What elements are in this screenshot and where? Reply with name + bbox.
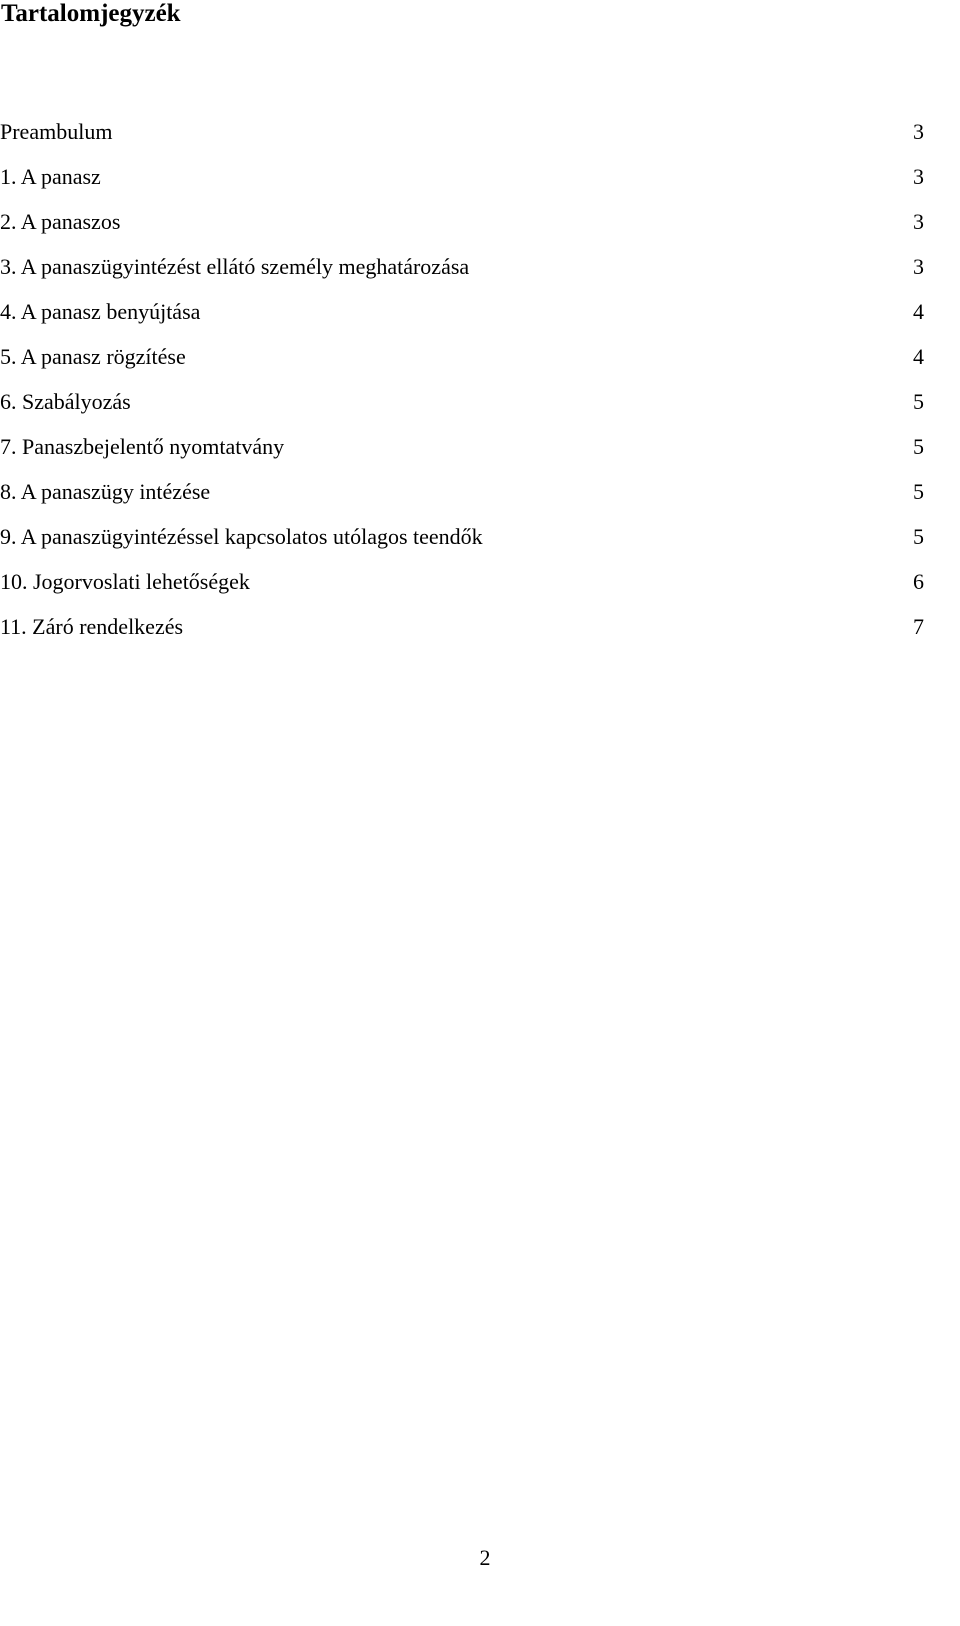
toc-entry-9[interactable] — [0, 523, 924, 568]
toc-entry-page: 5 — [913, 434, 924, 459]
toc-entry-page: 3 — [913, 209, 924, 234]
toc-entry-page: 3 — [913, 119, 924, 144]
toc-entry-page: 3 — [913, 164, 924, 189]
toc-entry-3[interactable] — [0, 253, 924, 298]
toc-entry-page: 5 — [913, 479, 924, 504]
toc-entry-page: 5 — [913, 389, 924, 414]
toc-entry-6[interactable] — [0, 388, 924, 433]
toc-entry-title: 1. A panasz — [0, 164, 101, 189]
toc-entry-title: 11. Záró rendelkezés — [0, 614, 184, 639]
toc-entry-title: 8. A panaszügy intézése — [0, 479, 211, 504]
toc-entry-5[interactable] — [0, 343, 924, 388]
toc-entry-page: 5 — [913, 524, 924, 549]
toc-entry-preambulum[interactable] — [0, 118, 924, 163]
toc-entry-title: 10. Jogorvoslati lehetőségek — [0, 569, 250, 594]
toc-entry-title: 6. Szabályozás — [0, 389, 131, 414]
toc-entry-page: 6 — [913, 569, 924, 594]
toc-entry-title: 3. A panaszügyintézést ellátó személy meghatározása — [0, 254, 470, 279]
toc-entry-4[interactable] — [0, 298, 924, 343]
toc-entry-title: Preambulum — [0, 119, 113, 144]
toc-entry-7[interactable] — [0, 433, 924, 478]
toc-entry-1[interactable] — [0, 163, 924, 208]
toc-entry-2[interactable] — [0, 208, 924, 253]
page-title: Tartalomjegyzék — [1, 0, 181, 27]
toc-entry-title: 5. A panasz rögzítése — [0, 344, 186, 369]
toc-entry-title: 2. A panaszos — [0, 209, 121, 234]
toc-entry-11[interactable] — [0, 613, 924, 658]
toc-entry-title: 9. A panaszügyintézéssel kapcsolatos utólagos teendők — [0, 524, 483, 549]
toc-entry-page: 7 — [913, 614, 924, 639]
page-number: 2 — [479, 1545, 491, 1570]
toc-entry-10[interactable] — [0, 568, 924, 613]
toc-entry-8[interactable] — [0, 478, 924, 523]
toc-entry-page: 4 — [913, 344, 924, 369]
toc-entry-title: 7. Panaszbejelentő nyomtatvány — [0, 434, 285, 459]
toc-entry-page: 3 — [913, 254, 924, 279]
table-of-contents — [0, 118, 924, 658]
toc-entry-page: 4 — [913, 299, 924, 324]
toc-entry-title: 4. A panasz benyújtása — [0, 299, 201, 324]
